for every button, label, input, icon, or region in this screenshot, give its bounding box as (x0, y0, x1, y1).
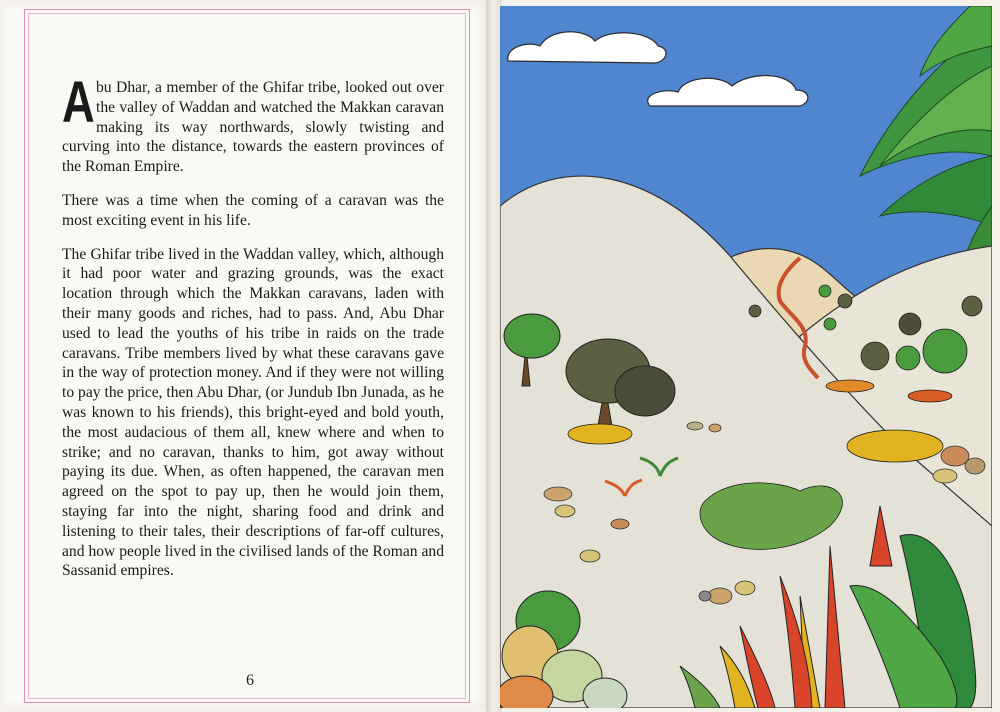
drop-cap-letter: A (62, 70, 95, 135)
paragraph-3: The Ghifar tribe lived in the Waddan valley, which, although it had poor water and grazing grounds, was the exact location through which the Makkan caravans, laden with their many goods and riches, had to pass. And, Abu Dhar used to lead the youths of his tribe in raids on the trade caravans. Tribe members lived by what these caravans gave in the way of protection money. And if they were not willing to pay the price, then Abu Dhar, (or Jundub Ibn Junada, as he was known to his friends), this bright-eyed and bold youth, the most audacious of them all, knew where and when to strike; and no caravan, thanks to him, got away without paying its due. When, as often happened, the caravan men agreed on the spot to pay up, then he would join them, staying far into the night, sharing food and drink and listening to their tales, their descriptions of far-off cultures, and how people lived in the civilised lands of the Roman and Sassanid empires. (62, 245, 444, 580)
paragraph-1-text: bu Dhar, a member of the Ghifar tribe, looked out over the valley of Waddan and watched the Makkan caravan making its way northwards, slowly twisting and curving into the distance, towards the eastern provinces of the Roman Empire. (62, 79, 444, 176)
story-text (62, 70, 444, 595)
paragraph-1 (62, 70, 444, 177)
valley-illustration (500, 6, 992, 708)
illustration-svg (500, 6, 992, 708)
page-number: 6 (246, 672, 254, 689)
paragraph-2: There was a time when the coming of a caravan was the most exciting event in his life. (62, 191, 444, 229)
